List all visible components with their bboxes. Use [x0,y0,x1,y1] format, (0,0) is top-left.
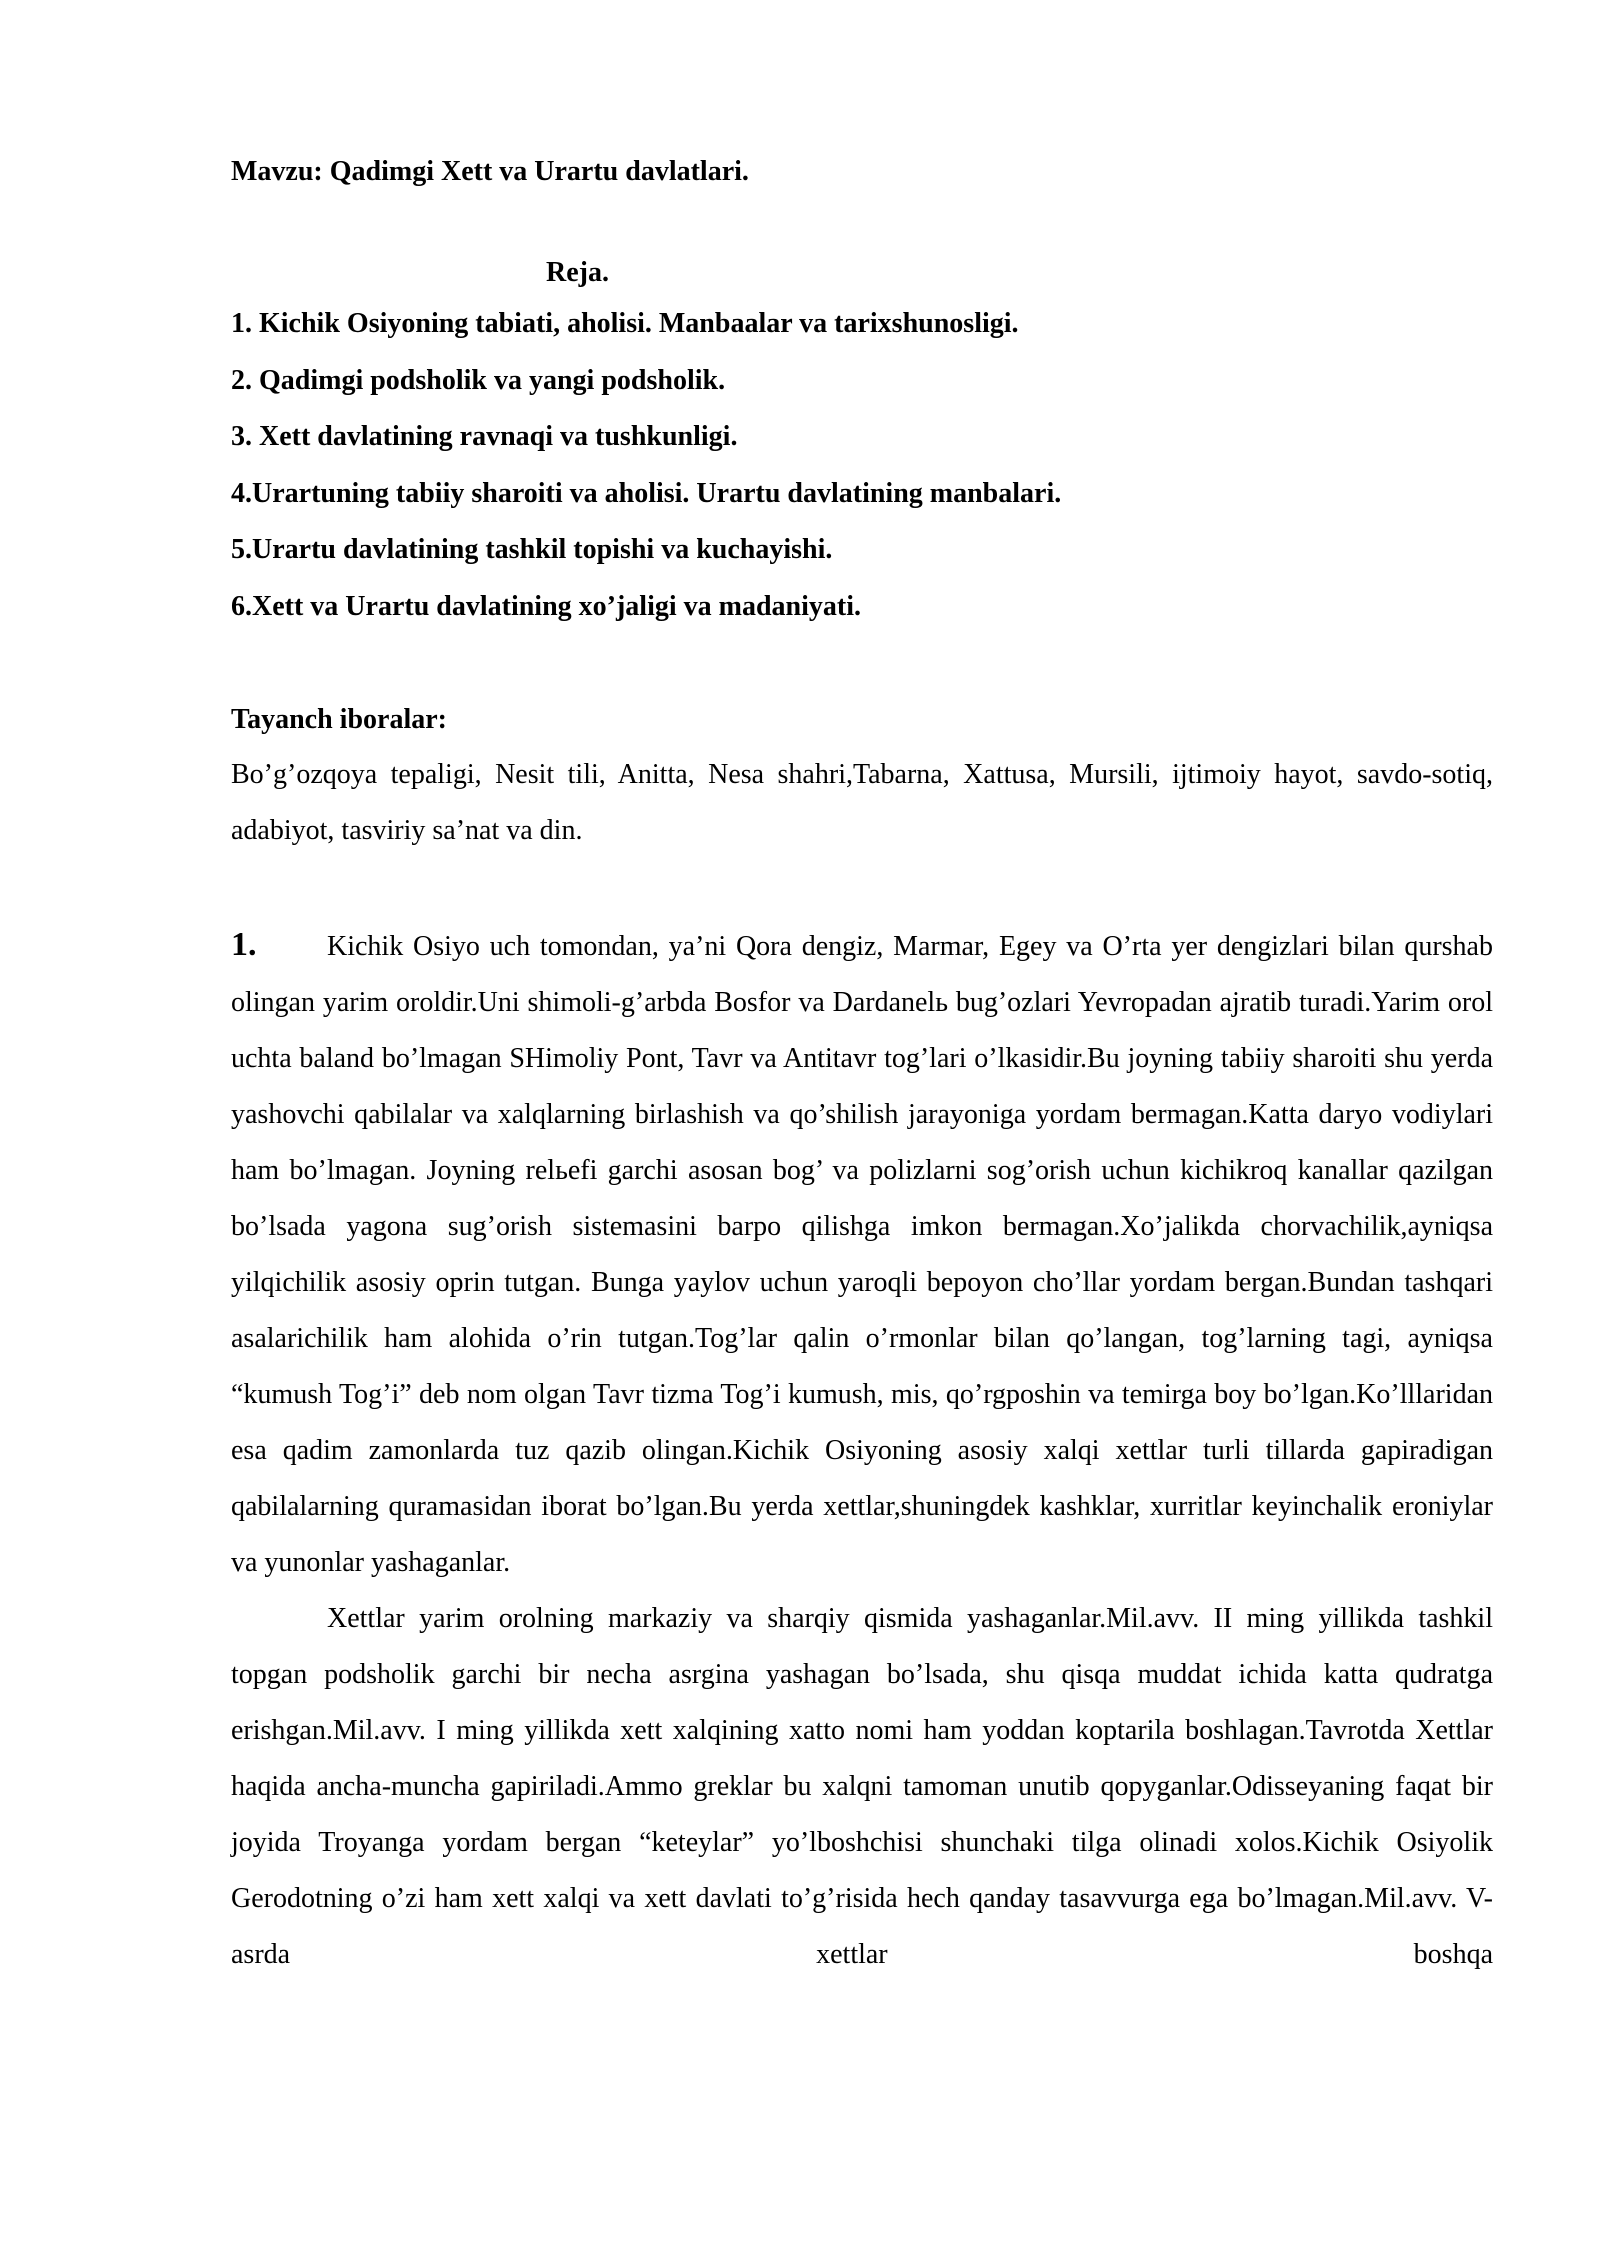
section-number: 1. [231,926,257,963]
section-1-paragraph-1 [231,917,1493,1591]
document-page [231,148,1493,1983]
plan-item: 6.Xett va Urartu davlatining xo’jaligi va madaniyati. [231,590,861,622]
plan-item: 4.Urartuning tabiiy sharoiti va aholisi. Urartu davlatining manbalari. [231,477,1062,509]
plan-item: 3. Xett davlatining ravnaqi va tushkunligi. [231,421,738,452]
document-title: Mavzu: Qadimgi Xett va Urartu davlatlari. [231,156,749,187]
paragraph-text: Kichik Osiyo uch tomondan, ya’ni Qora dengiz, Marmar, Egey va O’rta yer dengizlari bilan qurshab olingan yarim oroldir.Uni shimoli-g’arbda Bosfor va Dardanelь bug’ozlari Yevropadan ajratib turadi.Yarim orol uchta baland bo’lmagan SHimoliy Pont, Tavr va Antitavr tog’lari o’lkasidir.Bu joyning tabiiy sharoiti shu yerda yashovchi qabilalar va xalqlarning birlashish va qo’shilish jarayoniga yordam bermagan.Katta daryo vodiylari ham bo’lmagan. Joyning relьefi garchi asosan bog’ va polizlarni sog’orish uchun kichikroq kanallar qazilgan bo’lsada yagona sug’orish sistemasini barpo qilishga imkon bermagan.Xo’jalikda chorvachilik,ayniqsa yilqichilik asosiy oprin tutgan. Bunga yaylov uchun yaroqli bepoyon cho’llar yordam bergan.Bundan tashqari asalarichilik ham alohida o’rin tutgan.Tog’lar qalin o’rmonlar bilan qo’langan, tog’larning tagi, ayniqsa “kumush Tog’i” deb nom olgan Tavr tizma Tog’i kumush, mis, qo’rgposhin va temirga boy bo’lgan.Ko’lllaridan esa qadim zamonlarda tuz qazib olingan.Kichik Osiyoning asosiy xalqi xettlar turli tillarda gapiradigan qabilalarning quramasidan iborat bo’lgan.Bu yerda xettlar,shuningdek kashklar, xurritlar keyinchalik eroniylar va yunonlar yashaganlar. [231,931,1493,1578]
plan-item: 2. Qadimgi podsholik va yangi podsholik. [231,364,726,396]
plan-item: 5.Urartu davlatining tashkil topishi va kuchayishi. [231,534,833,565]
plan-list [231,296,1493,635]
keywords-text: Bo’g’ozqoya tepaligi, Nesit tili, Anitta, Nesa shahri,Tabarna, Xattusa, Mursili, ijtimoiy hayot, savdo-sotiq, adabiyot, tasviriy sa’nat va din. [231,759,1493,846]
keywords-heading: Tayanch iboralar: [231,704,447,735]
plan-heading: Reja. [546,257,609,288]
section-1 [231,917,1493,1983]
section-1-paragraph-2: Xettlar yarim orolning markaziy va sharqiy qismida yashaganlar.Mil.avv. II ming yillikda tashkil topgan podsholik garchi bir necha asrgina yashagan bo’lsada, shu qisqa muddat ichida katta qudratga erishgan.Mil.avv. I ming yillikda xett xalqining xatto nomi ham yoddan koptarila boshlagan.Tavrotda Xettlar haqida ancha-muncha gapiriladi.Ammo greklar bu xalqni tamoman unutib qopyganlar.Odisseyaning faqat bir joyida Troyanga yordam bergan “keteylar” yo’lboshchisi shunchaki tilga olinadi xolos.Kichik Osiyolik Gerodotning o’zi ham xett xalqi va xett davlati to’g’risida hech qanday tasavvurga ega bo’lmagan.Mil.avv. V-asrda xettlar boshqa [231,1603,1493,1970]
plan-item: 1. Kichik Osiyoning tabiati, aholisi. Manbaalar va tarixshunosligi. [231,308,1019,339]
